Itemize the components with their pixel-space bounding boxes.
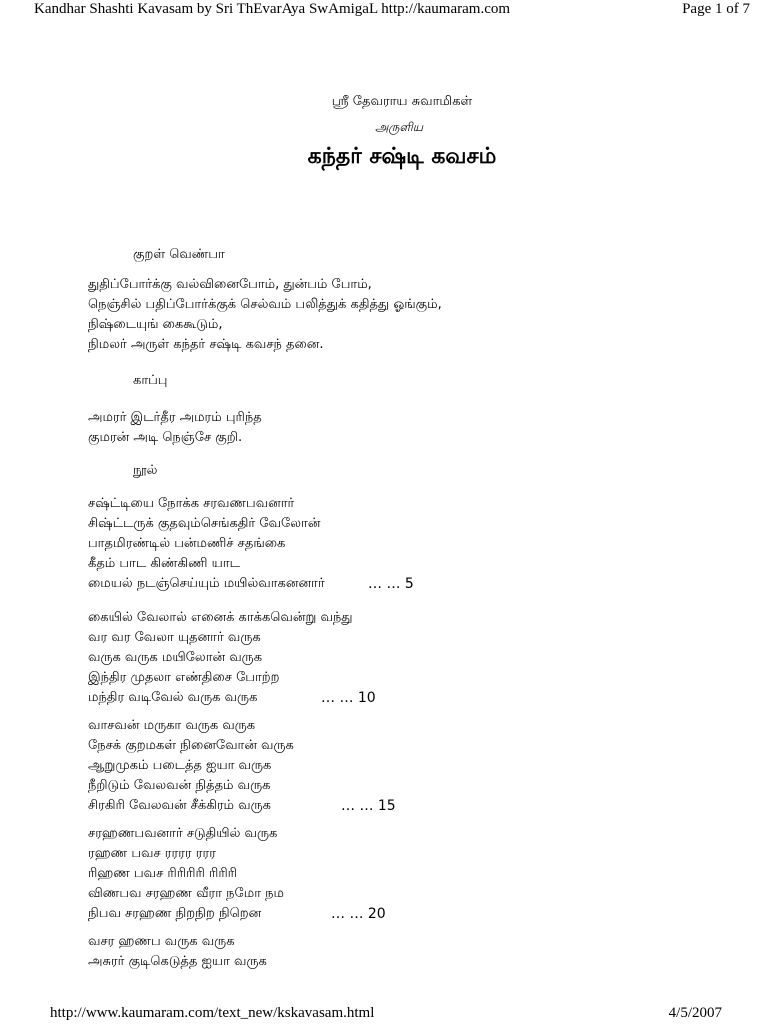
header-source-title: Kandhar Shashti Kavasam by Sri ThEvarAya SwAmigaL http://kaumaram.com — [34, 1, 511, 17]
verse-line: வசர ஹணப வருக வருக — [88, 934, 235, 949]
verse-line: விணபவ சரஹண வீரா நமோ நம — [88, 886, 284, 901]
header-page-number: Page 1 of 7 — [682, 1, 750, 17]
verse-line — [88, 574, 414, 594]
verse-line-text: நிபவ சரஹண நிறநிற நிறென — [88, 906, 262, 921]
nool-stanza-4 — [88, 824, 386, 924]
page-title: கந்தர் சஷ்டி கவசம் — [307, 144, 497, 169]
verse-line: ரஹண பவச ரரரர ரரர — [88, 846, 216, 861]
verse-line: சிஷ்ட்டருக் குதவும்செங்கதிர் வேலோன் — [88, 516, 321, 531]
verse-line: நிமலர் அருள் கந்தர் சஷ்டி கவசந் தனை. — [88, 337, 324, 352]
verse-line-text: சிரகிரி வேலவன் சீக்கிரம் வருக — [88, 798, 271, 813]
verse-number: … … 10 — [321, 690, 376, 706]
blessed-subtitle: அருளிய — [374, 120, 423, 134]
nool-stanza-1 — [88, 494, 414, 594]
verse-line: நிஷ்டையுங் கைகூடும், — [88, 317, 223, 332]
kaappu-verse — [88, 408, 262, 448]
verse-number: … … 5 — [368, 576, 414, 592]
verse-line — [88, 904, 386, 924]
verse-line: அசுரர் குடிகெடுத்த ஐயா வருக — [88, 954, 267, 969]
verse-line — [88, 688, 376, 708]
verse-line: நேசக் குறமகள் நினைவோன் வருக — [88, 738, 294, 753]
footer-date: 4/5/2007 — [668, 1005, 722, 1021]
verse-line: வருக வருக மயிலோன் வருக — [88, 650, 263, 665]
verse-line: நெஞ்சில் பதிப்போர்க்குக் செல்வம் பலித்துக் கதித்து ஓங்கும், — [88, 297, 442, 312]
verse-line — [88, 796, 396, 816]
verse-line: சஷ்ட்டியை நோக்க சரவணபவனார் — [88, 496, 295, 511]
nool-stanza-5 — [88, 932, 267, 972]
verse-line-text: மையல் நடஞ்செய்யும் மயில்வாகனனார் — [88, 576, 325, 591]
verse-line: துதிப்போர்க்கு வல்வினைபோம், துன்பம் போம், — [88, 277, 372, 292]
kural-venba-verse — [88, 275, 442, 355]
verse-line: ஆறுமுகம் படைத்த ஐயா வருக — [88, 758, 272, 773]
verse-line: ரிஹண பவச ரிரிரிரி ரிரிரி — [88, 866, 238, 881]
nool-stanza-2 — [88, 608, 376, 708]
verse-line: அமரர் இடர்தீர அமரம் புரிந்த — [88, 410, 262, 425]
verse-line: வாசவன் மருகா வருக வருக — [88, 718, 256, 733]
section-heading-kural-venba: குறள் வெண்பா — [133, 247, 225, 262]
print-footer — [0, 1004, 768, 1024]
author-line: ஸ்ரீ தேவராய சுவாமிகள் — [331, 94, 473, 109]
verse-number: … … 20 — [331, 906, 386, 922]
verse-line: கீதம் பாட கிண்கிணி யாட — [88, 556, 240, 571]
verse-line: குமரன் அடி நெஞ்சே குறி. — [88, 430, 243, 445]
verse-line: இந்திர முதலா எண்திசை போற்ற — [88, 670, 280, 685]
footer-url: http://www.kaumaram.com/text_new/kskavasam.html — [50, 1005, 375, 1021]
verse-line: சரஹணபவனார் சடுதியில் வருக — [88, 826, 278, 841]
verse-number: … … 15 — [341, 798, 396, 814]
verse-line: நீறிடும் வேலவன் நித்தம் வருக — [88, 778, 271, 793]
nool-stanza-3 — [88, 716, 396, 816]
section-heading-nool: நூல் — [133, 463, 158, 478]
section-heading-kaappu: காப்பு — [133, 373, 168, 388]
verse-line: பாதமிரண்டில் பன்மணிச் சதங்கை — [88, 536, 286, 551]
verse-line: வர வர வேலா யுதனார் வருக — [88, 630, 261, 645]
print-header — [0, 0, 768, 28]
verse-line: கையில் வேலால் எனைக் காக்கவென்று வந்து — [88, 610, 353, 625]
verse-line-text: மந்திர வடிவேல் வருக வருக — [88, 690, 258, 705]
